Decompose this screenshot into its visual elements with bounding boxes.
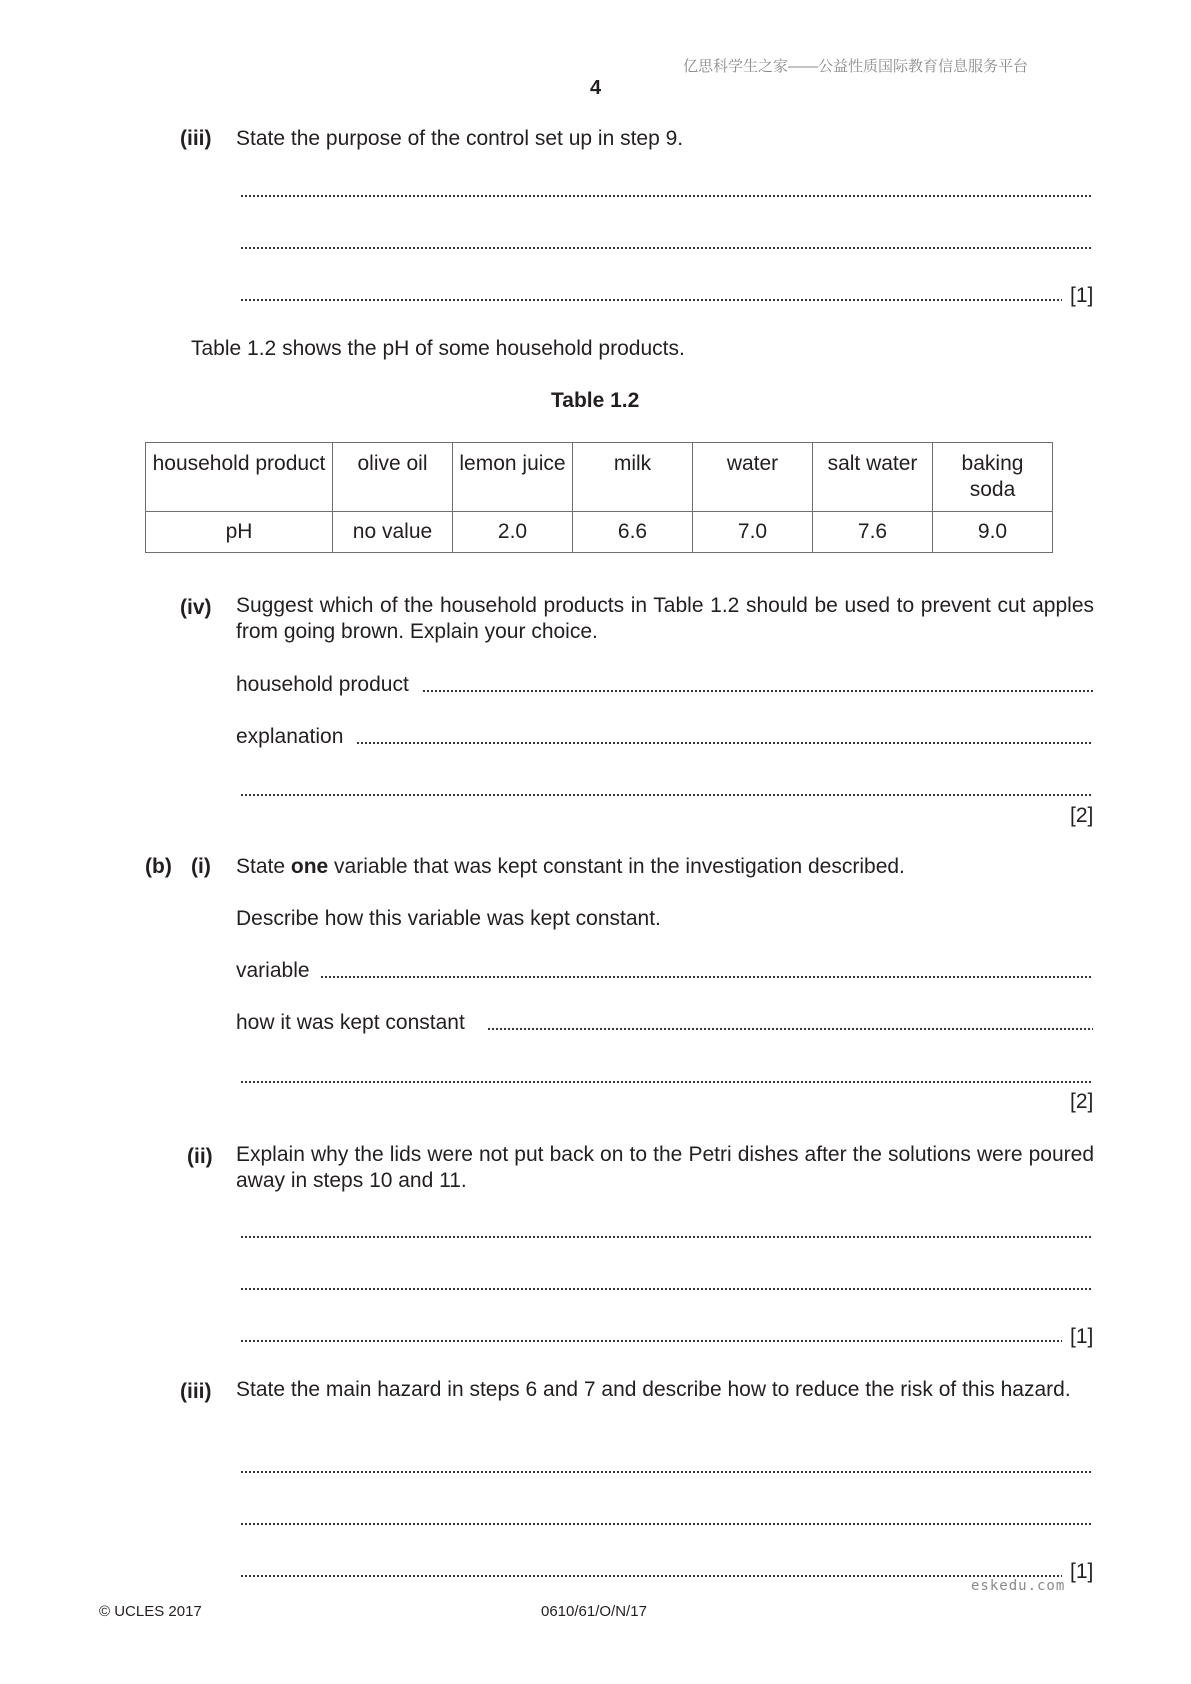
mark-allocation: [2] <box>1070 804 1094 827</box>
table-cell: lemon juice <box>453 443 573 512</box>
table-cell: household product <box>146 443 333 512</box>
table-cell: olive oil <box>333 443 453 512</box>
page-number: 4 <box>590 77 602 99</box>
answer-line[interactable] <box>240 1339 1062 1343</box>
question-text-a-iii: State the purpose of the control set up in step 9. <box>236 127 684 150</box>
answer-line[interactable] <box>240 194 1093 198</box>
answer-line[interactable] <box>240 1235 1093 1239</box>
table-cell: salt water <box>813 443 933 512</box>
table-cell: 9.0 <box>933 512 1053 553</box>
field-label-household-product: household product <box>236 673 409 696</box>
question-text-b-iii: State the main hazard in steps 6 and 7 and describe how to reduce the risk of this hazard. <box>236 1378 1071 1401</box>
table-title: Table 1.2 <box>551 389 640 412</box>
table-cell: baking soda <box>933 443 1053 512</box>
table-cell: water <box>693 443 813 512</box>
table-cell: 7.6 <box>813 512 933 553</box>
table-cell: 2.0 <box>453 512 573 553</box>
question-text-a-iv: Suggest which of the household products in Table 1.2 should be used to prevent cut apples from going brown. Explain your choice. <box>236 594 1094 643</box>
mark-allocation: [1] <box>1070 284 1094 307</box>
paper-code: 0610/61/O/N/17 <box>541 1603 647 1620</box>
question-text-b-ii: Explain why the lids were not put back on to the Petri dishes after the solutions were poured away in steps 10 and 11. <box>236 1143 1094 1192</box>
table-header-row <box>146 443 1053 512</box>
answer-line[interactable] <box>240 1080 1093 1084</box>
watermark-top: 亿思科学生之家——公益性质国际教育信息服务平台 <box>683 58 1029 75</box>
table-cell: 7.0 <box>693 512 813 553</box>
answer-line[interactable] <box>240 793 1093 797</box>
answer-line[interactable] <box>487 1027 1093 1031</box>
ph-table <box>145 442 1053 553</box>
question-text-b-i-start: State <box>236 855 291 878</box>
question-label-b-i: (i) <box>191 855 211 878</box>
answer-line[interactable] <box>356 741 1093 745</box>
mark-allocation: [2] <box>1070 1090 1094 1113</box>
table-value-row <box>146 512 1053 553</box>
answer-line[interactable] <box>240 1470 1093 1474</box>
question-text-b-i-end: variable that was kept constant in the investigation described. <box>328 855 905 878</box>
emphasis-one: one <box>290 855 329 878</box>
mark-allocation: [1] <box>1070 1325 1094 1348</box>
answer-line[interactable] <box>240 298 1062 302</box>
question-label-a-iv: (iv) <box>180 596 212 619</box>
answer-line[interactable] <box>422 689 1093 693</box>
answer-line[interactable] <box>320 975 1093 979</box>
question-label-b-ii: (ii) <box>187 1145 213 1168</box>
mark-allocation: [1] <box>1070 1560 1094 1583</box>
question-text-b-i <box>236 855 905 879</box>
copyright: © UCLES 2017 <box>99 1603 202 1620</box>
question-label-a-iii: (iii) <box>180 127 212 150</box>
part-label-b: (b) <box>145 855 172 878</box>
table-cell: no value <box>333 512 453 553</box>
question-text-b-i-2: Describe how this variable was kept constant. <box>236 907 661 930</box>
table-intro: Table 1.2 shows the pH of some household products. <box>191 337 685 360</box>
field-label-explanation: explanation <box>236 725 344 748</box>
table-cell: 6.6 <box>573 512 693 553</box>
answer-line[interactable] <box>240 246 1093 250</box>
field-label-how-kept-constant: how it was kept constant <box>236 1011 465 1034</box>
field-label-variable: variable <box>236 959 310 982</box>
table-cell: pH <box>146 512 333 553</box>
watermark-bottom: eskedu.com <box>971 1578 1066 1594</box>
answer-line[interactable] <box>240 1574 1062 1578</box>
question-label-b-iii: (iii) <box>180 1380 212 1403</box>
table-cell: milk <box>573 443 693 512</box>
answer-line[interactable] <box>240 1287 1093 1291</box>
answer-line[interactable] <box>240 1522 1093 1526</box>
